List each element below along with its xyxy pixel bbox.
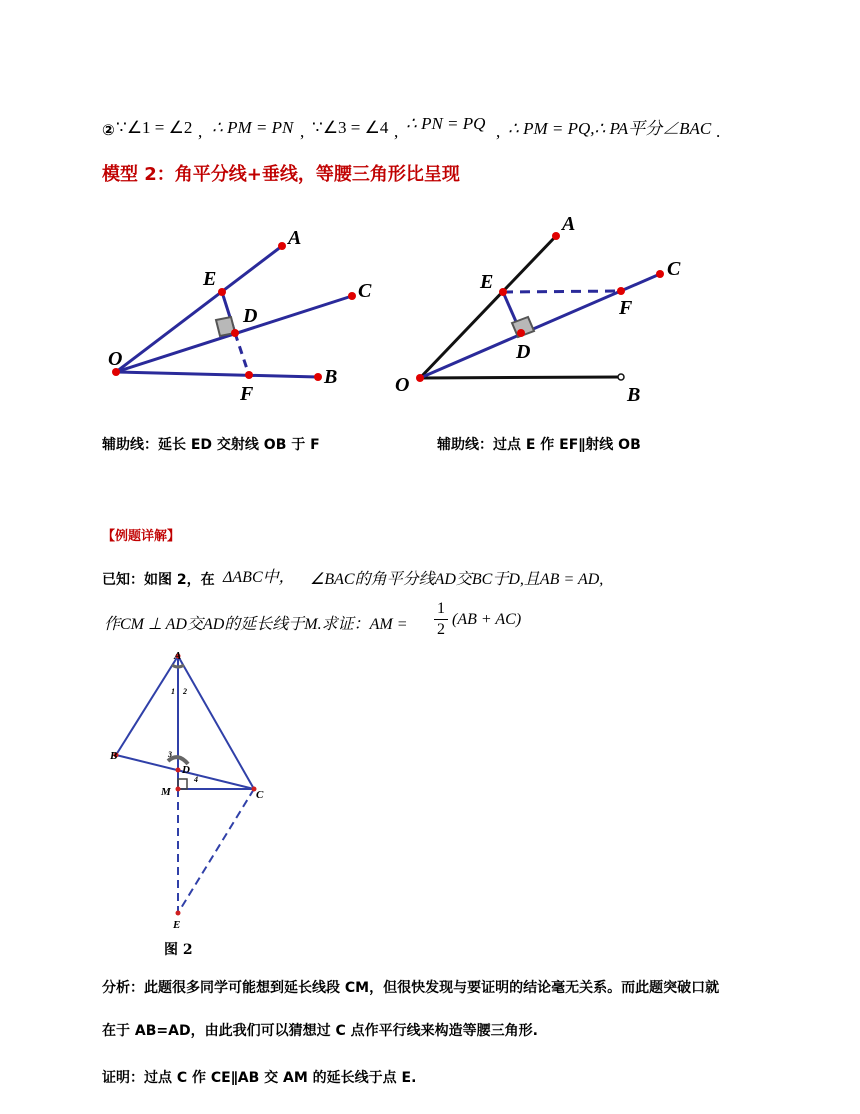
label-a: A (174, 650, 182, 662)
point-b (618, 374, 624, 380)
fraction-numerator: 1 (437, 600, 445, 617)
label-b: B (110, 750, 118, 762)
point-o (416, 374, 424, 382)
math-seg-1: ∵∠1 = ∠2 (116, 118, 193, 137)
figure-2 (102, 648, 272, 960)
label-a: A (288, 227, 302, 249)
point-a (278, 242, 286, 250)
point-f (245, 371, 253, 379)
segment-ce (178, 789, 254, 913)
given-math-1: ΔABC中， (223, 569, 295, 586)
point-d (231, 329, 239, 337)
point-m (176, 787, 181, 792)
label-b: B (627, 384, 641, 406)
prove-line (102, 600, 602, 646)
label-b: B (324, 366, 338, 388)
ray-ob (420, 377, 621, 378)
line-end: . (716, 122, 721, 141)
label-d: D (243, 305, 258, 327)
angle-label-3: 3 (168, 750, 172, 759)
analysis-line-1: 分析：此题很多同学可能想到延长线段 CM，但很快发现与要证明的结论毫无关系。而此题突破口就 (102, 980, 720, 996)
label-a: A (562, 213, 576, 235)
label-e: E (173, 919, 181, 931)
analysis-line-2: 在于 AB=AD，由此我们可以猜想过 C 点作平行线来构造等腰三角形. (102, 1023, 538, 1039)
math-seg-4: ∴ PN = PQ (406, 114, 486, 133)
label-f: F (619, 297, 633, 319)
math-seg-3: ∵∠3 = ∠4 (312, 118, 389, 137)
left-angle-bisector-figure (100, 225, 390, 405)
math-seg-2: ∴ PM = PN (212, 118, 294, 137)
point-d (176, 768, 181, 773)
point-f (617, 287, 625, 295)
label-d: D (182, 764, 190, 776)
point-a (552, 232, 560, 240)
fraction (434, 600, 448, 639)
prove-text: 作CM ⊥ AD交AD的延长线于M.求证：AM = (104, 616, 408, 633)
label-c: C (667, 258, 681, 280)
label-o: O (395, 374, 410, 396)
sep-3: , (394, 122, 399, 141)
label-d: D (516, 341, 531, 363)
proof-intro: 证明：过点 C 作 CE∥AB 交 AM 的延长线于点 E. (102, 1070, 417, 1086)
sep-1: , (198, 122, 203, 141)
angle-label-4: 4 (194, 775, 198, 784)
sep-4: , (496, 122, 501, 141)
ray-ob (116, 372, 318, 377)
point-d (517, 329, 525, 337)
point-c (656, 270, 664, 278)
label-f: F (240, 383, 254, 405)
extension-df (235, 333, 249, 375)
fraction-bar (434, 619, 448, 620)
example-section-tag: 【例题详解】 (102, 529, 181, 544)
label-m: M (161, 786, 171, 798)
segment-ef (503, 291, 621, 292)
right-figure-caption: 辅助线：过点 E 作 EF∥射线 OB (437, 437, 641, 453)
figure-2-caption: 图 2 (164, 942, 193, 958)
angle-label-2: 2 (183, 687, 187, 696)
point-b (314, 373, 322, 381)
label-c: C (358, 280, 372, 302)
left-figure-caption: 辅助线：延长 ED 交射线 OB 于 F (102, 437, 320, 453)
sep-2: , (300, 122, 305, 141)
math-seg-5: ∴ PM = PQ,∴ PA平分∠BAC (508, 119, 712, 138)
point-e (176, 911, 181, 916)
label-e: E (203, 268, 217, 290)
fraction-denominator: 2 (437, 621, 445, 638)
circled-number: ② (102, 121, 115, 139)
given-prefix: 已知：如图 2，在 (102, 572, 215, 588)
given-math-2: ∠BAC的角平分线AD交BC于D,且AB = AD, (310, 571, 604, 588)
label-c: C (256, 789, 264, 801)
label-o: O (108, 348, 123, 370)
label-e: E (480, 271, 494, 293)
prove-tail: (AB + AC) (452, 611, 522, 628)
ray-oa (420, 236, 556, 378)
given-line (102, 563, 662, 589)
right-angle-bisector-figure (388, 205, 688, 410)
point-e (218, 288, 226, 296)
point-c (348, 292, 356, 300)
point-e (499, 288, 507, 296)
angle-label-1: 1 (171, 687, 175, 696)
segment-ab (116, 656, 178, 755)
model-2-heading: 模型 2：角平分线+垂线，等腰三角形比呈现 (102, 164, 460, 185)
